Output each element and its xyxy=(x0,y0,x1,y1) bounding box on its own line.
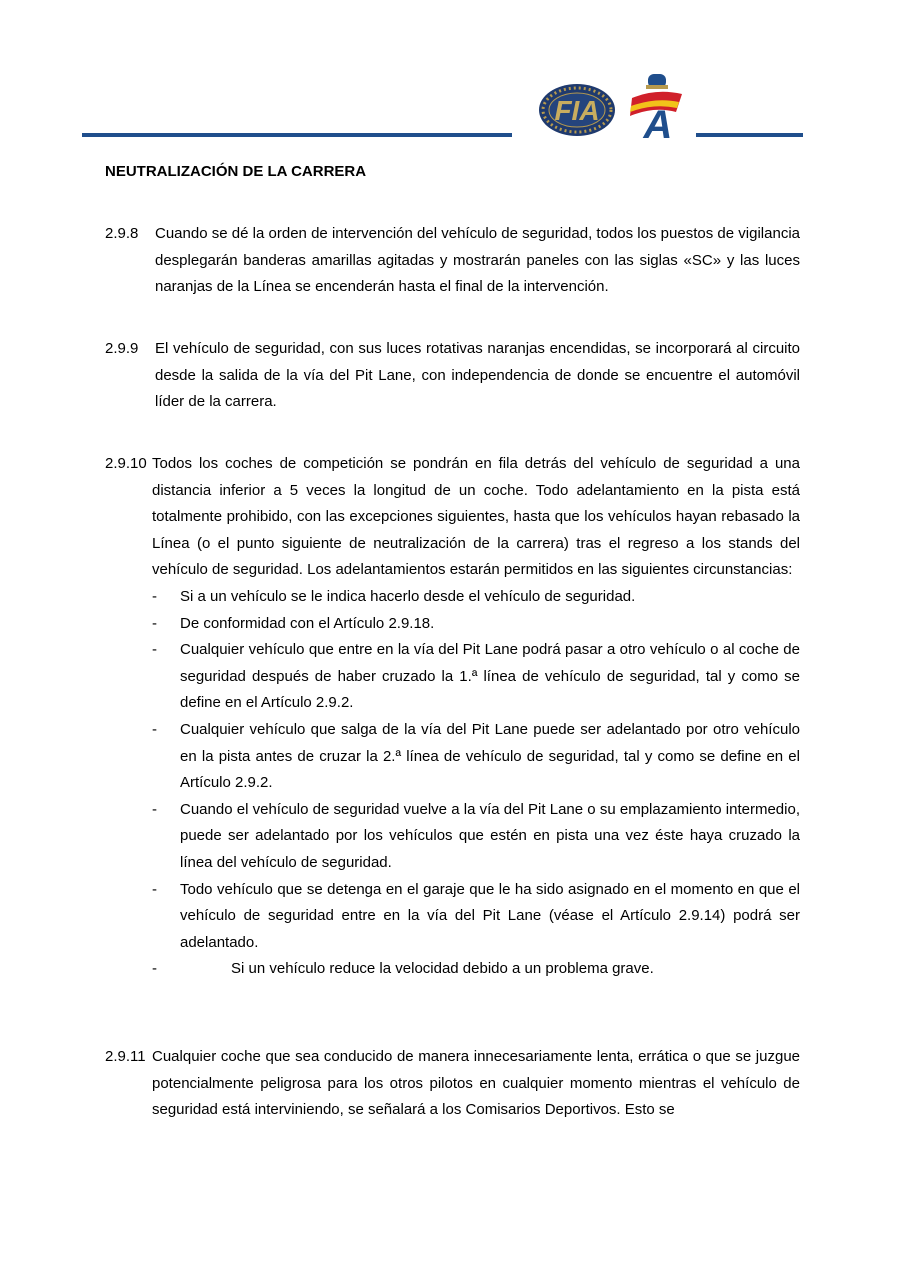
article-number: 2.9.11 xyxy=(105,1048,146,1065)
article-text: El vehículo de seguridad, con sus luces rotativas naranjas encendidas, se incorporará al circuito desde la salida de la vía del Pit Lane, con independencia de donde se encuentre el automóvil líder de la carrera. xyxy=(155,340,800,411)
article-2-9-10 xyxy=(105,451,800,983)
svg-text:FIA: FIA xyxy=(554,95,600,126)
article-2-9-11 xyxy=(105,1044,800,1124)
article-text: Cualquier coche que sea conducido de manera innecesariamente lenta, errática o que se juzgue potencialmente peligrosa para los otros pilotos en cualquier momento mientras el vehículo de seguridad está interviniendo, se señalará a los Comisarios Deportivos. Esto se xyxy=(152,1048,800,1119)
section-title: NEUTRALIZACIÓN DE LA CARRERA xyxy=(105,163,367,180)
fia-logo xyxy=(537,82,617,138)
bullet-dash: - xyxy=(152,880,157,898)
list-item: - Todo vehículo que se detenga en el garaje que le ha sido asignado en el momento en que el vehículo de seguridad entre en la vía del Pit Lane (véase el Artículo 2.9.14) podrá ser adelantado. xyxy=(152,877,800,957)
bullet-dash: - xyxy=(152,614,157,632)
bullet-dash: - xyxy=(152,800,157,818)
article-text: Todos los coches de competición se pondrán en fila detrás del vehículo de seguridad a una distancia inferior a 5 veces la longitud de un coche. Todo adelantamiento en la pista está totalmente prohibido, con las excepciones siguientes, hasta que los vehículos hayan rebasado la Línea (o el punto siguiente de neutralización de la carrera) tras el regreso a los stands del vehículo de seguridad. Los adelantamientos estarán permitidos en las siguientes circunstancias: xyxy=(152,455,800,579)
bullet-dash: - xyxy=(152,720,157,738)
bullet-dash: - xyxy=(152,587,157,605)
list-item: - Cuando el vehículo de seguridad vuelve a la vía del Pit Lane o su emplazamiento intermedio, puede ser adelantado por los vehículos que estén en pista una vez éste haya cruzado la línea del vehículo de seguridad. xyxy=(152,797,800,877)
article-number: 2.9.8 xyxy=(105,225,139,242)
list-item: - Si a un vehículo se le indica hacerlo desde el vehículo de seguridad. xyxy=(152,584,800,611)
list-item: - De conformidad con el Artículo 2.9.18. xyxy=(152,611,800,638)
article-2-9-9 xyxy=(105,336,800,416)
list-item: - Cualquier vehículo que entre en la vía del Pit Lane podrá pasar a otro vehículo o al coche de seguridad después de haber cruzado la 1.ª línea de vehículo de seguridad, tal y como se define en el Artículo 2.9.2. xyxy=(152,637,800,717)
list-item: - Cualquier vehículo que salga de la vía del Pit Lane puede ser adelantado por otro vehículo en la pista antes de cruzar la 2.ª línea de vehículo de seguridad, tal y como se define en el Artículo 2.9.2. xyxy=(152,717,800,797)
article-text: Cuando se dé la orden de intervención del vehículo de seguridad, todos los puestos de vigilancia desplegarán banderas amarillas agitadas y mostrarán paneles con las siglas «SC» y las luces naranjas de la Línea se encenderán hasta el final de la intervención. xyxy=(155,225,800,296)
svg-text:A: A xyxy=(643,103,673,140)
article-number: 2.9.10 xyxy=(105,455,147,472)
article-2-9-8 xyxy=(105,221,800,301)
list-item: - Si un vehículo reduce la velocidad debido a un problema grave. xyxy=(152,956,800,983)
header-rule-right xyxy=(696,133,803,137)
exception-list xyxy=(152,584,800,983)
bullet-dash: - xyxy=(152,960,157,978)
rfeda-logo xyxy=(626,72,688,140)
header-rule-left xyxy=(82,133,512,137)
bullet-dash: - xyxy=(152,641,157,659)
article-number: 2.9.9 xyxy=(105,340,139,357)
